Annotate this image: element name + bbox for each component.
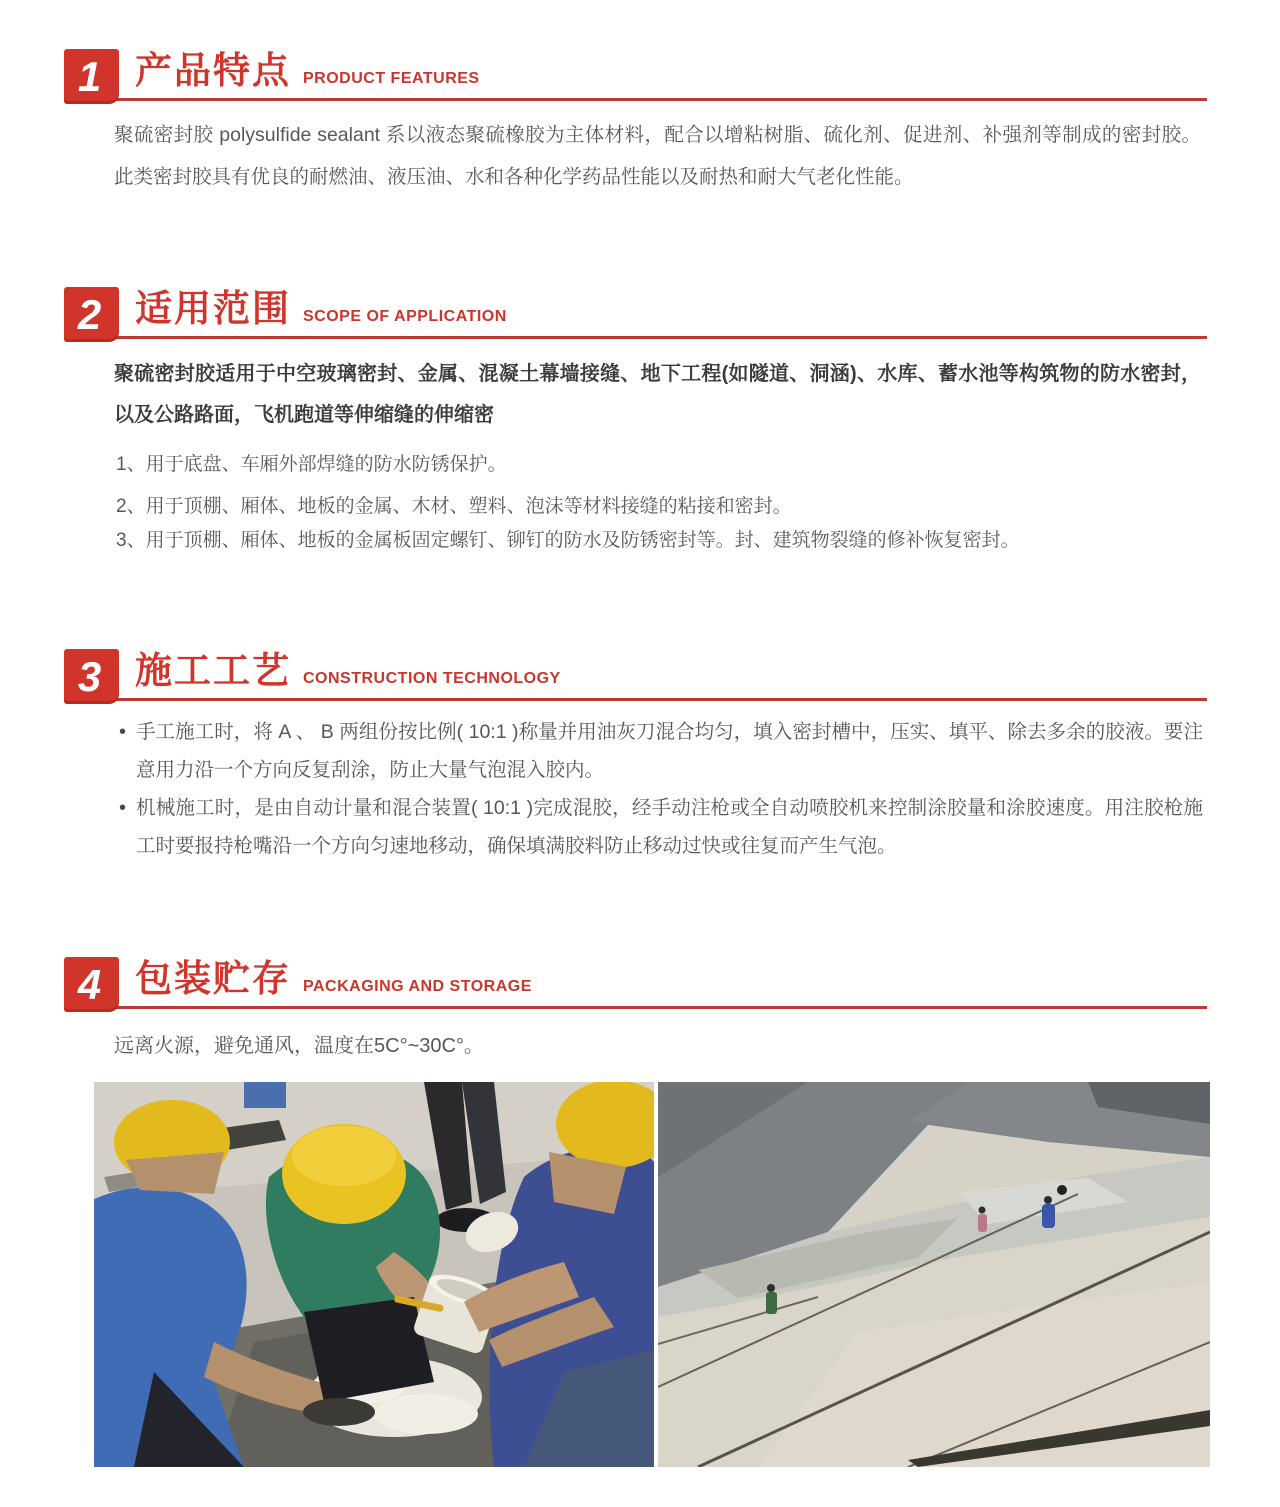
section-title-cn: 适用范围: [135, 288, 291, 329]
section-number-badge: [64, 49, 119, 104]
dam-slope-photo: [658, 1082, 1210, 1467]
scope-lead-paragraph: 聚硫密封胶适用于中空玻璃密封、金属、混凝土幕墙接缝、地下工程(如隧道、洞涵)、水库、蓄水池等构筑物的防水密封，以及公路路面，飞机跑道等伸缩缝的伸缩密: [114, 363, 1201, 426]
section-title-cn: 包装贮存: [135, 958, 291, 999]
list-item: 3、用于顶棚、厢体、地板的金属板固定螺钉、铆钉的防水及防锈密封等。封、建筑物裂缝的修补恢复密封。: [116, 530, 1020, 551]
section-header: [64, 948, 1207, 1009]
section-number-badge: [64, 649, 119, 704]
construction-bullet-list: [64, 713, 1207, 865]
section-product-features: [64, 40, 1207, 198]
section-number: 4: [77, 960, 102, 1008]
workers-photo-illustration: [94, 1082, 654, 1467]
product-features-paragraph: 聚硫密封胶 polysulfide sealant 系以液态聚硫橡胶为主体材料，配合以增粘树脂、硫化剂、促进剂、补强剂等制成的密封胶。此类密封胶具有优良的耐燃油、液压油、水和各种化学药品性能以及耐热和耐大气老化性能。: [114, 124, 1201, 188]
section-number: 1: [77, 52, 102, 100]
section-scope-of-application: [64, 278, 1207, 556]
section-header: [64, 40, 1207, 101]
section-construction-technology: [64, 640, 1207, 865]
scope-numbered-list: [64, 450, 1207, 556]
section-packaging-storage: [64, 948, 1207, 1067]
section-header: [64, 278, 1207, 339]
dam-photo-illustration: [658, 1082, 1210, 1467]
section-title-en: CONSTRUCTION TECHNOLOGY: [303, 670, 561, 687]
section-number-badge: [64, 287, 119, 342]
list-item: 1、用于底盘、车厢外部焊缝的防水防锈保护。: [116, 454, 507, 475]
storage-paragraph: 远离火源，避免通风，温度在5C°~30C°。: [114, 1035, 484, 1057]
section-number: 3: [77, 652, 102, 700]
section-titles: [135, 40, 480, 94]
bullet-item: • 手工施工时，将 A 、 B 两组份按比例( 10:1 )称量并用油灰刀混合均匀，填入密封槽中，压实、填平、除去多余的胶液。要注意用力沿一个方向反复刮涂，防止大量气泡混入胶内。: [64, 713, 1207, 789]
section-number-badge: [64, 957, 119, 1012]
section-titles: [135, 948, 532, 1002]
section-title-cn: 施工工艺: [135, 650, 291, 691]
section-titles: [135, 278, 507, 332]
section-number: 2: [77, 290, 102, 338]
section-titles: [135, 640, 561, 694]
workers-applying-sealant-photo: [94, 1082, 654, 1467]
section-title-cn: 产品特点: [135, 50, 291, 91]
section-title-en: PRODUCT FEATURES: [303, 70, 480, 87]
photo-row: [94, 1082, 1210, 1467]
section-title-en: SCOPE OF APPLICATION: [303, 308, 507, 325]
section-title-en: PACKAGING AND STORAGE: [303, 978, 532, 995]
section-header: [64, 640, 1207, 701]
bullet-item: • 机械施工时，是由自动计量和混合装置( 10:1 )完成混胶，经手动注枪或全自动喷胶机来控制涂胶量和涂胶速度。用注胶枪施工时要报持枪嘴沿一个方向匀速地移动，确保填满胶料防止移动过快或往复而产生气泡。: [64, 789, 1207, 865]
list-item: 2、用于顶棚、厢体、地板的金属、木材、塑料、泡沫等材料接缝的粘接和密封。: [116, 496, 792, 517]
